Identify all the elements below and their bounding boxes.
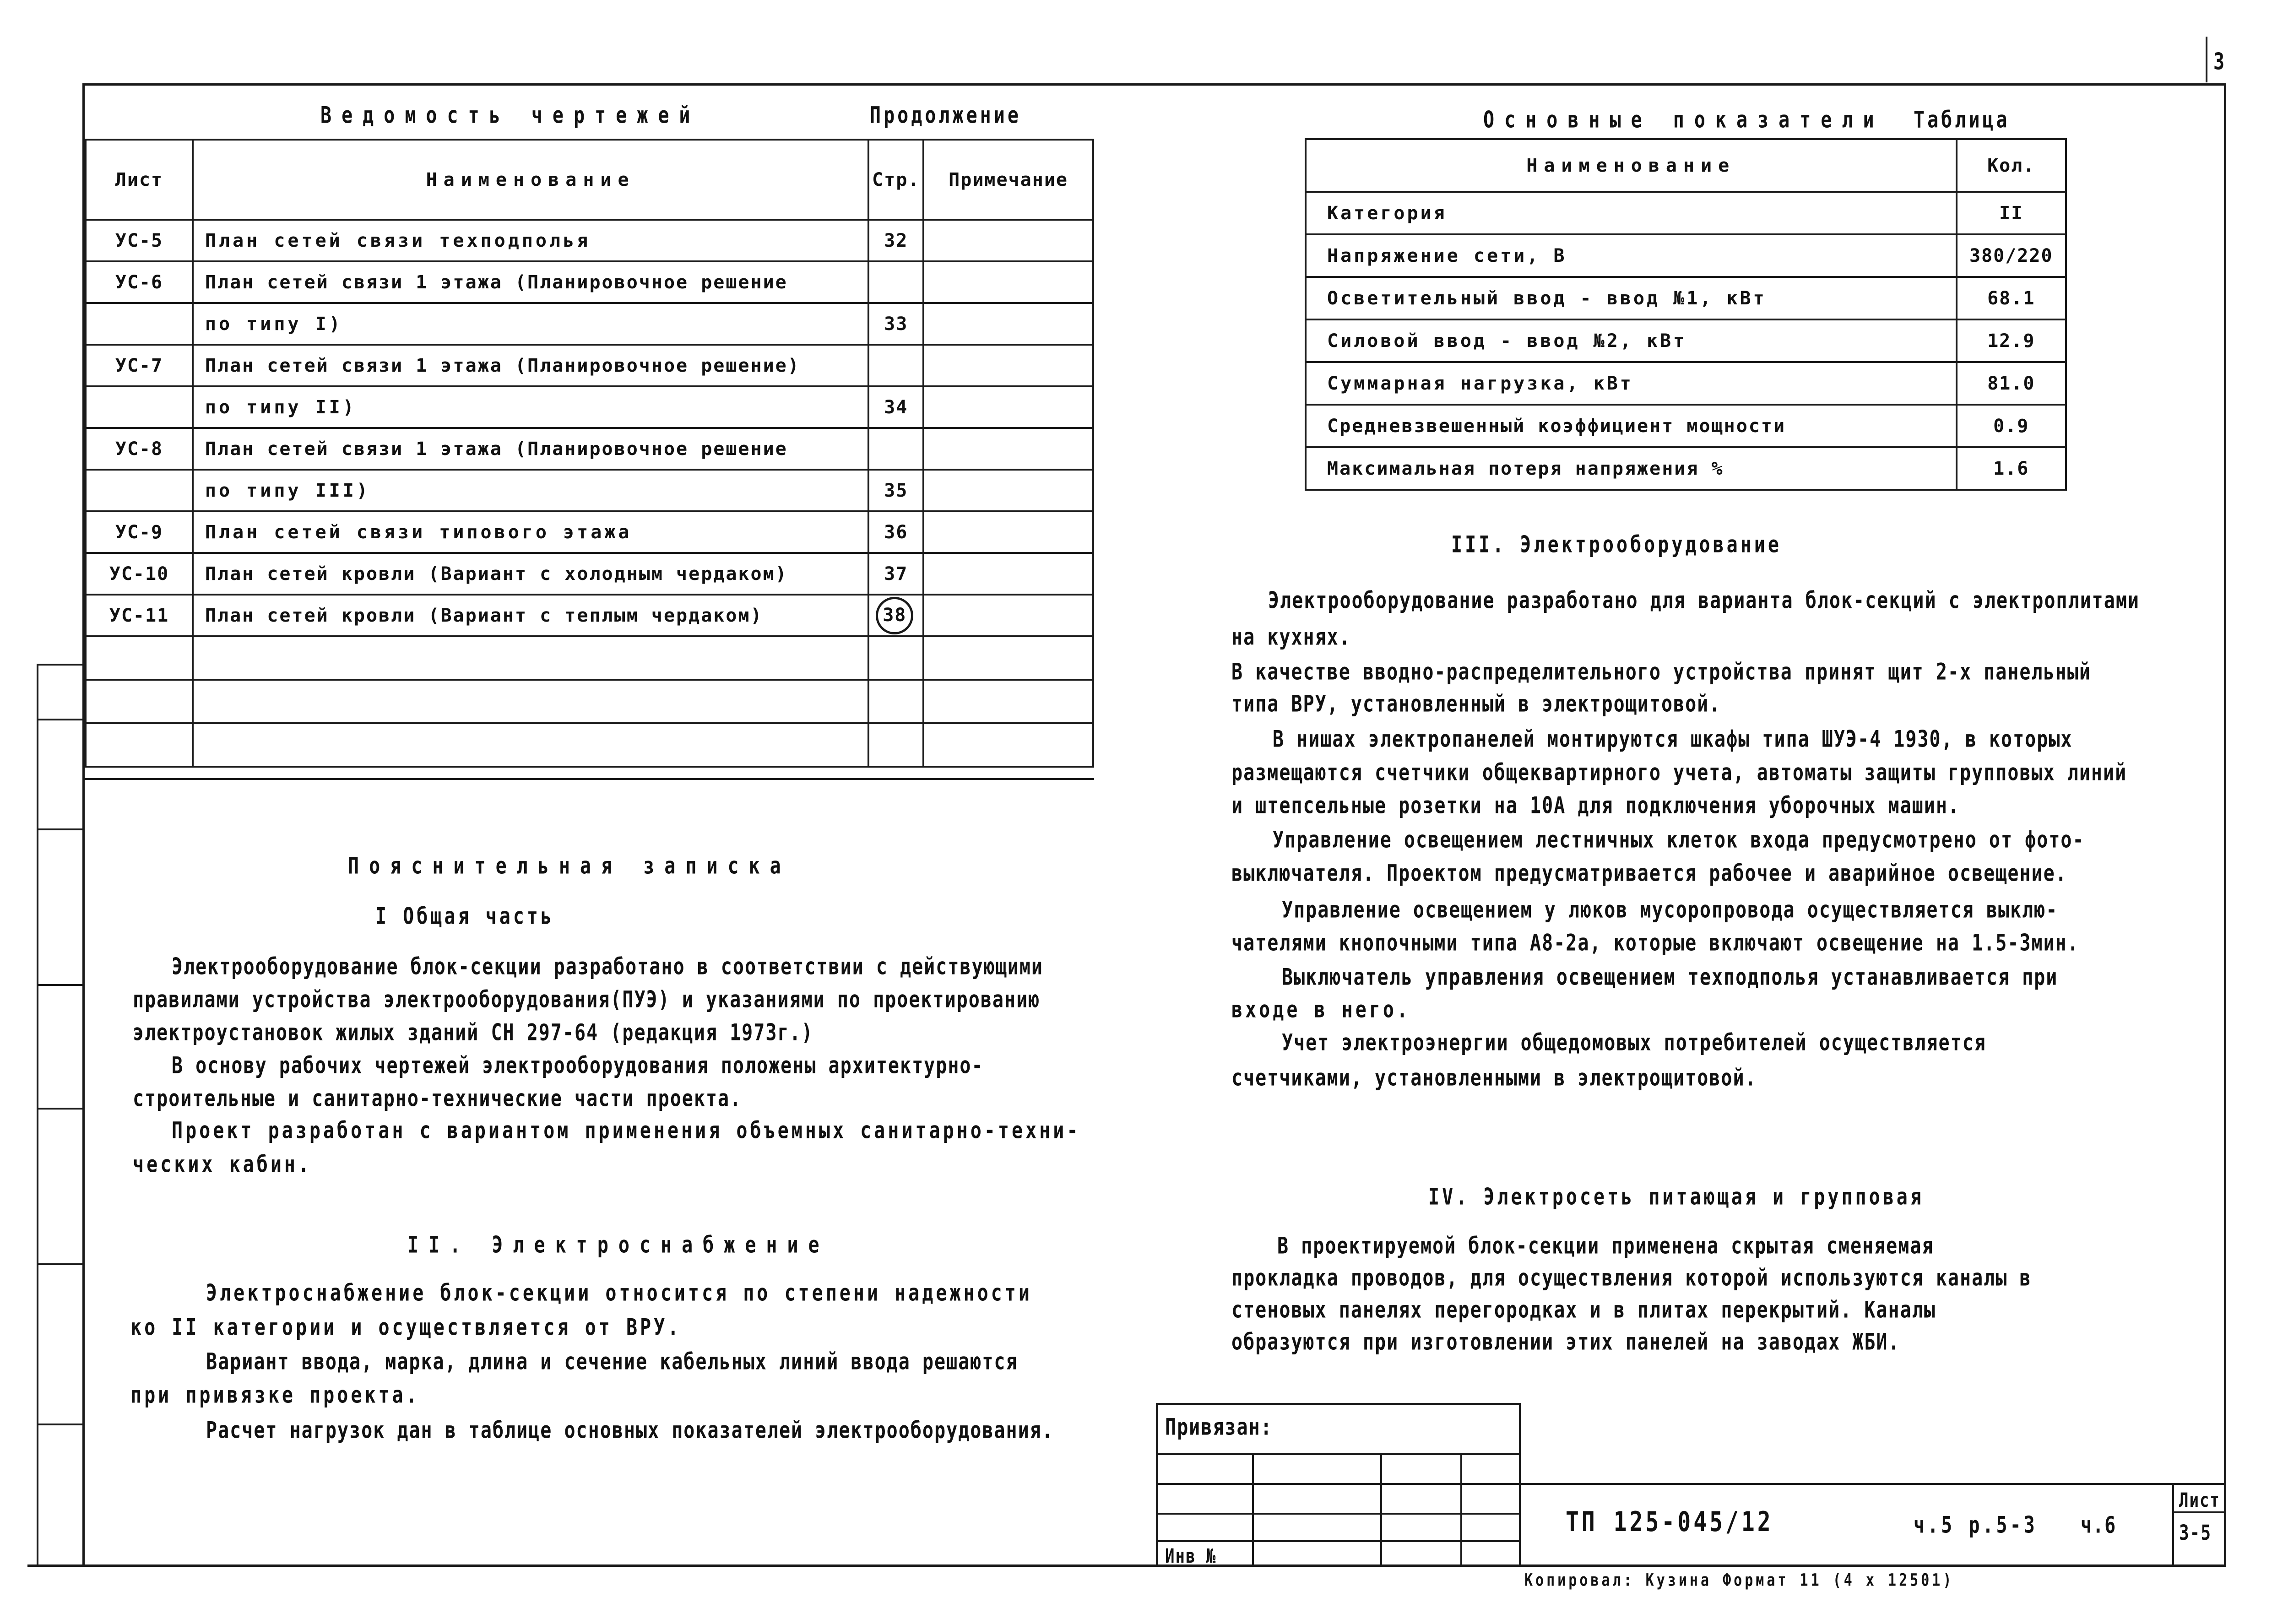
paragraph-line: типа ВРУ, установленный в электрощитовой.	[1231, 691, 1721, 717]
row-page-circled	[868, 595, 923, 636]
section-2-title: II. Электроснабжение	[407, 1232, 830, 1258]
row-note	[923, 636, 1093, 680]
indicator-name: Напряжение сети, В	[1306, 234, 1957, 277]
row-sheet: УС-8	[86, 428, 193, 470]
drawings-list-continuation: Продолжение	[870, 102, 1021, 129]
row-page	[868, 680, 923, 723]
indicator-name: Средневзвешенный коэффициент мощности	[1306, 405, 1957, 447]
section-4-title: IV. Электросеть питающая и групповая	[1428, 1184, 1924, 1210]
table-row	[86, 303, 1093, 345]
stamp-outer-top	[1156, 1403, 1520, 1405]
row-note	[923, 680, 1093, 723]
paragraph-line: стеновых панелях перегородках и в плитах перекрытий. Каналы	[1231, 1297, 1936, 1323]
binding-strip-tick	[37, 828, 82, 830]
binding-strip-tick	[37, 1424, 82, 1425]
indicators-header-name: Наименование	[1306, 139, 1957, 192]
right-frame-line	[2224, 83, 2226, 1566]
sheet-value: 3-5	[2179, 1521, 2212, 1545]
table-row	[1306, 319, 2066, 362]
row-note	[923, 261, 1093, 303]
bottom-frame-line	[27, 1564, 2226, 1567]
table-row	[86, 261, 1093, 303]
row-name: План сетей кровли (Вариант с теплым чердаком)	[193, 595, 868, 636]
table-row	[1306, 277, 2066, 319]
paragraph-line: Электрооборудование блок-секции разработано в соответствии с действующими	[172, 953, 1043, 980]
indicators-table-label: Таблица	[1914, 107, 2010, 133]
table-row	[1306, 405, 2066, 447]
table-row	[86, 220, 1093, 261]
paragraph-line: Вариант ввода, марка, длина и сечение кабельных линий ввода решаются	[206, 1348, 1018, 1375]
row-name: по типу II)	[193, 386, 868, 428]
table-row	[86, 636, 1093, 680]
row-sheet	[86, 636, 193, 680]
row-sheet: УС-10	[86, 553, 193, 595]
circled-page-number: 38	[876, 597, 913, 634]
row-name: по типу III)	[193, 470, 868, 511]
row-sheet: УС-7	[86, 345, 193, 386]
paragraph-line: Учет электроэнергии общедомовых потребителей осуществляется	[1282, 1029, 1986, 1056]
drawings-list-title: Ведомость чертежей	[320, 102, 700, 129]
table-row	[86, 345, 1093, 386]
indicator-qty: 0.9	[1957, 405, 2066, 447]
paragraph-line: на кухнях.	[1231, 624, 1351, 650]
paragraph-line: Электроснабжение блок-секции относится по степени надежности	[206, 1280, 1032, 1306]
table-row	[86, 386, 1093, 428]
table-row	[86, 428, 1093, 470]
row-note	[923, 386, 1093, 428]
indicators-header-qty: Кол.	[1957, 139, 2066, 192]
header-sheet: Лист	[86, 140, 193, 220]
paragraph-line: Выключатель управления освещением техподполья устанавливается при	[1282, 964, 2058, 991]
stamp-row-line	[1156, 1540, 1520, 1542]
indicator-qty: 68.1	[1957, 277, 2066, 319]
paragraph-line: выключателя. Проектом предусматривается рабочее и аварийное освещение.	[1231, 860, 2067, 887]
row-page	[868, 428, 923, 470]
binding-strip-tick	[37, 984, 82, 986]
header-note: Примечание	[923, 140, 1093, 220]
paragraph-line: прокладка проводов, для осуществления которой используются каналы в	[1231, 1265, 2032, 1291]
table-row	[1306, 234, 2066, 277]
paragraph-line: строительные и санитарно-технические части проекта.	[133, 1085, 742, 1112]
indicators-title: Основные показатели	[1483, 107, 1884, 133]
row-sheet: УС-11	[86, 595, 193, 636]
drawings-list-table	[85, 139, 1094, 768]
paragraph-line: В нишах электропанелей монтируются шкафы типа ШУЭ-4 1930, в которых	[1273, 726, 2073, 752]
paragraph-line: правилами устройства электрооборудования(ПУЭ) и указаниями по проектированию	[133, 986, 1041, 1013]
paragraph-line: ческих кабин.	[133, 1151, 312, 1178]
row-sheet	[86, 680, 193, 723]
table-row	[86, 511, 1093, 553]
row-note	[923, 553, 1093, 595]
binding-strip-tick	[37, 664, 82, 666]
table-row	[86, 553, 1093, 595]
binding-strip-tick	[37, 1108, 82, 1110]
row-page	[868, 636, 923, 680]
row-note	[923, 723, 1093, 767]
indicator-name: Силовой ввод - ввод №2, кВт	[1306, 319, 1957, 362]
table-row	[1306, 362, 2066, 405]
paragraph-line: Электрооборудование разработано для варианта блок-секций с электроплитами	[1268, 587, 2140, 614]
paragraph-line: В качестве вводно-распределительного устройства принят щит 2-х панельный	[1231, 659, 2091, 685]
paragraph-line: при привязке проекта.	[130, 1382, 420, 1408]
row-note	[923, 220, 1093, 261]
row-page: 33	[868, 303, 923, 345]
top-frame-line	[82, 83, 2226, 86]
row-name: по типу I)	[193, 303, 868, 345]
row-name: План сетей связи 1 этажа (Планировочное решение	[193, 428, 868, 470]
page-number-divider	[2206, 37, 2207, 82]
paragraph-line: Проект разработан с вариантом применения объемных санитарно-техни-	[172, 1117, 1081, 1144]
row-name: План сетей связи типового этажа	[193, 511, 868, 553]
row-sheet: УС-5	[86, 220, 193, 261]
row-sheet: УС-9	[86, 511, 193, 553]
stamp-main-top	[1520, 1483, 2225, 1485]
row-page	[868, 261, 923, 303]
row-note	[923, 303, 1093, 345]
indicators-table	[1305, 138, 2067, 491]
paragraph-line: счетчиками, установленными в электрощитовой.	[1231, 1065, 1757, 1091]
row-note	[923, 595, 1093, 636]
row-page	[868, 345, 923, 386]
indicator-name: Максимальная потеря напряжения %	[1306, 447, 1957, 490]
indicator-name: Осветительный ввод - ввод №1, кВт	[1306, 277, 1957, 319]
drawings-list-bottom-line	[82, 778, 1094, 780]
paragraph-line: ко II категории и осуществляется от ВРУ.	[130, 1314, 682, 1341]
row-sheet	[86, 723, 193, 767]
row-page: 34	[868, 386, 923, 428]
header-name: Наименование	[193, 140, 868, 220]
row-note	[923, 511, 1093, 553]
copy-format-line: Копировал: Кузина Формат 11 (4 х 12501)	[1524, 1570, 1954, 1591]
table-row	[86, 723, 1093, 767]
row-name	[193, 680, 868, 723]
row-page: 37	[868, 553, 923, 595]
row-sheet: УС-6	[86, 261, 193, 303]
table-row	[1306, 192, 2066, 234]
indicator-qty: 380/220	[1957, 234, 2066, 277]
paragraph-line: Управление освещением у люков мусоропровода осуществляется выклю-	[1282, 897, 2058, 923]
document-page-label: ч.6	[2081, 1512, 2117, 1538]
table-row	[1306, 447, 2066, 490]
table-row	[86, 470, 1093, 511]
table-row	[86, 680, 1093, 723]
row-note	[923, 345, 1093, 386]
stamp-row-line	[1156, 1513, 1520, 1515]
row-name: План сетей кровли (Вариант с холодным чердаком)	[193, 553, 868, 595]
document-code: ТП 125-045/12	[1566, 1506, 1773, 1538]
tied-to-label: Привязан:	[1165, 1414, 1273, 1440]
document-part: ч.5 р.5-3	[1914, 1512, 2038, 1538]
section-1-title: I Общая часть	[375, 903, 555, 930]
stamp-row-line	[1156, 1483, 1520, 1485]
row-name: План сетей связи 1 этажа (Планировочное решение)	[193, 345, 868, 386]
paragraph-line: Расчет нагрузок дан в таблице основных показателей электрооборудования.	[206, 1417, 1054, 1444]
paragraph-line: и штепсельные розетки на 10А для подключения уборочных машин.	[1231, 792, 1960, 819]
paragraph-line: Управление освещением лестничных клеток входа предусмотрено от фото-	[1273, 827, 2085, 853]
row-sheet	[86, 470, 193, 511]
indicator-name: Категория	[1306, 192, 1957, 234]
stamp-col-line	[1252, 1453, 1254, 1565]
row-name: План сетей связи техподполья	[193, 220, 868, 261]
section-3-title: III. Электрооборудование	[1451, 531, 1782, 558]
row-page	[868, 723, 923, 767]
row-sheet	[86, 386, 193, 428]
binding-strip-tick	[37, 719, 82, 720]
stamp-col-line	[1460, 1453, 1462, 1565]
paragraph-line: размещаются счетчики общеквартирного учета, автоматы защиты групповых линий	[1231, 759, 2127, 786]
row-name	[193, 723, 868, 767]
page-number: 3	[2213, 49, 2226, 75]
paragraph-line: образуются при изготовлении этих панелей на заводах ЖБИ.	[1231, 1329, 1900, 1355]
row-page: 36	[868, 511, 923, 553]
stamp-row-line	[1156, 1453, 1520, 1455]
sheet-header: Лист	[2179, 1489, 2220, 1512]
paragraph-line: электроустановок жилых зданий СН 297-64 (редакция 1973г.)	[133, 1019, 813, 1046]
row-page: 32	[868, 220, 923, 261]
row-name: План сетей связи 1 этажа (Планировочное решение	[193, 261, 868, 303]
row-note	[923, 470, 1093, 511]
stamp-col-line	[1380, 1453, 1382, 1565]
table-row	[86, 595, 1093, 636]
paragraph-line: входе в него.	[1231, 996, 1411, 1023]
indicator-qty: II	[1957, 192, 2066, 234]
paragraph-line: чателями кнопочными типа А8-2а, которые включают освещение на 1.5-3мин.	[1231, 930, 2079, 956]
row-page: 35	[868, 470, 923, 511]
sheet-box-left	[2172, 1483, 2174, 1565]
inventory-number-label: Инв №	[1165, 1545, 1217, 1568]
row-note	[923, 428, 1093, 470]
indicator-qty: 12.9	[1957, 319, 2066, 362]
paragraph-line: В проектируемой блок-секции применена скрытая сменяемая	[1277, 1233, 1934, 1259]
indicator-qty: 1.6	[1957, 447, 2066, 490]
binding-strip-line	[37, 664, 38, 1565]
indicator-qty: 81.0	[1957, 362, 2066, 405]
paragraph-line: В основу рабочих чертежей электрооборудования положены архитектурно-	[172, 1052, 984, 1079]
row-sheet	[86, 303, 193, 345]
header-page: Стр.	[868, 140, 923, 220]
row-name	[193, 636, 868, 680]
indicator-name: Суммарная нагрузка, кВт	[1306, 362, 1957, 405]
binding-strip-tick	[37, 1263, 82, 1265]
explanatory-note-title: Пояснительная записка	[348, 853, 791, 879]
